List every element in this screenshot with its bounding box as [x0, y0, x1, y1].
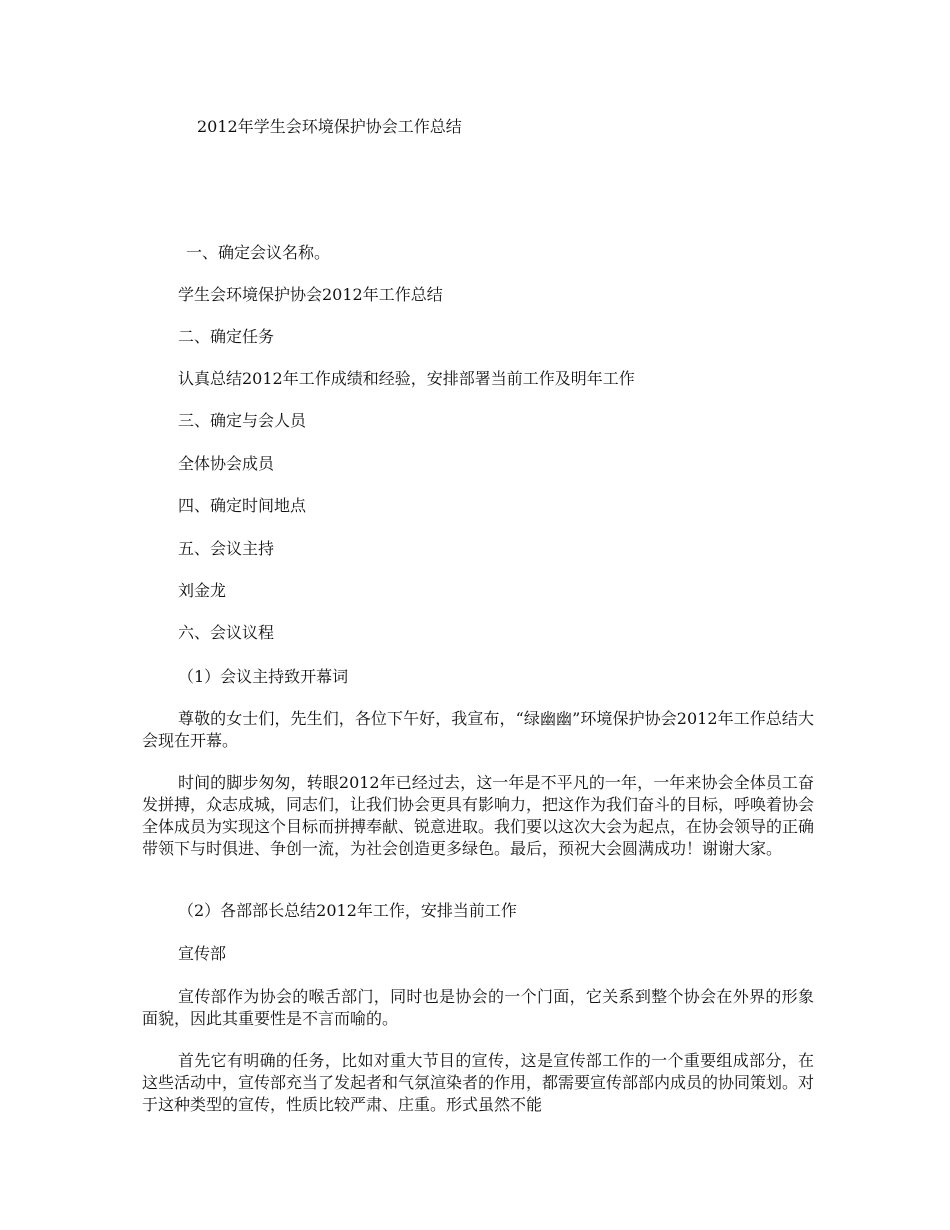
agenda-item-1: （1）会议主持致开幕词: [178, 667, 349, 686]
section-5-heading: 五、会议主持: [178, 539, 275, 558]
section-5-content: 刘金龙: [178, 581, 227, 600]
time-paragraph: 时间的脚步匆匆，转眼2012年已经过去，这一年是不平凡的一年，一年来协会全体员工奋发拼搏，众志成城，同志们，让我们协会更具有影响力，把这作为我们奋斗的目标，呼唤着协会全体成员为实现这个目标而拼搏奉献、锐意进取。我们要以这次大会为起点，在协会领导的正确带领下与时俱进、争创一流，为社会创造更多绿色。最后，预祝大会圆满成功！谢谢大家。: [142, 773, 815, 858]
section-6-heading: 六、会议议程: [178, 623, 275, 642]
section-2-heading: 二、确定任务: [178, 327, 275, 346]
department-name: 宣传部: [178, 944, 227, 963]
opening-paragraph: 尊敬的女士们，先生们，各位下午好，我宣布，“绿幽幽”环境保护协会2012年工作总结大会现在开幕。: [142, 709, 814, 750]
document-title: 2012年学生会环境保护协会工作总结: [197, 117, 462, 136]
department-paragraph-1: 宣传部作为协会的喉舌部门，同时也是协会的一个门面，它关系到整个协会在外界的形象面貌，因此其重要性是不言而喻的。: [142, 987, 814, 1028]
agenda-item-2: （2）各部部长总结2012年工作，安排当前工作: [178, 901, 517, 920]
department-paragraph-2: 首先它有明确的任务，比如对重大节目的宣传，这是宣传部工作的一个重要组成部分，在这些活动中，宣传部充当了发起者和气氛渲染者的作用，都需要宣传部部内成员的协同策划。对于这种类型的宣传，性质比较严肃、庄重。形式虽然不能: [142, 1051, 815, 1114]
section-1-heading: 一、确定会议名称。: [186, 243, 331, 262]
section-1-content: 学生会环境保护协会2012年工作总结: [178, 285, 443, 304]
section-3-heading: 三、确定与会人员: [178, 411, 307, 430]
section-4-heading: 四、确定时间地点: [178, 496, 307, 515]
section-2-content: 认真总结2012年工作成绩和经验，安排部署当前工作及明年工作: [178, 369, 635, 388]
section-3-content: 全体协会成员: [178, 454, 275, 473]
